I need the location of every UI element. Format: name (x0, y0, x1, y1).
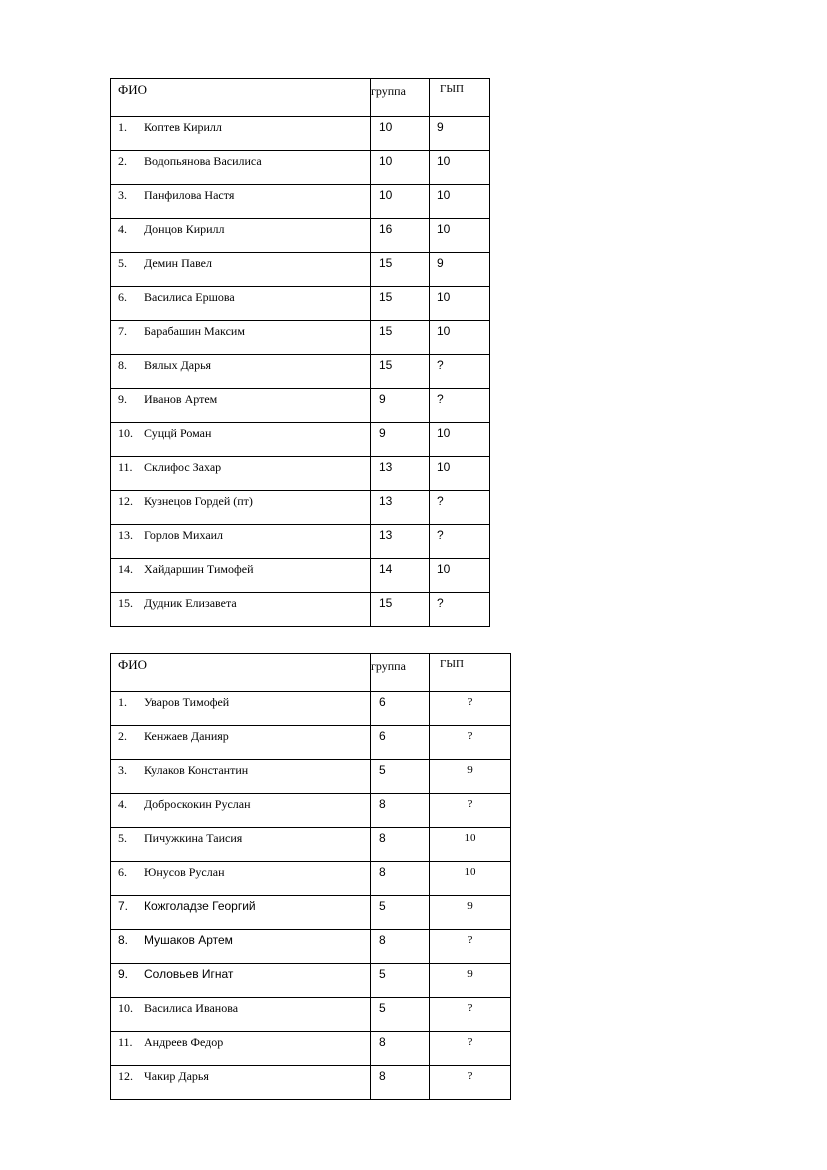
group-cell: 8 (371, 1066, 430, 1100)
student-cell (111, 1066, 371, 1100)
table-row (111, 355, 490, 389)
gyp-cell: ? (430, 998, 511, 1032)
group-cell: 9 (371, 389, 430, 423)
students-table-2 (110, 653, 511, 1100)
student-cell (111, 151, 371, 185)
gyp-cell: 10 (430, 287, 490, 321)
student-cell (111, 964, 371, 998)
gyp-cell: ? (430, 389, 490, 423)
student-cell (111, 794, 371, 828)
row-number: 7. (118, 899, 129, 913)
gyp-cell: ? (430, 726, 511, 760)
student-cell (111, 491, 371, 525)
group-cell: 8 (371, 794, 430, 828)
student-name: Панфилова Настя (144, 188, 235, 202)
table-row (111, 794, 511, 828)
student-name: Пичужкина Таисия (144, 831, 243, 845)
student-name: Кулаков Константин (144, 763, 249, 777)
row-number: 13. (118, 528, 133, 542)
table-row (111, 185, 490, 219)
group-cell: 8 (371, 828, 430, 862)
group-cell: 13 (371, 491, 430, 525)
group-cell: 14 (371, 559, 430, 593)
group-cell: 15 (371, 253, 430, 287)
table-row (111, 287, 490, 321)
student-name: Соловьев Игнат (144, 967, 234, 981)
student-name: Василиса Иванова (144, 1001, 239, 1015)
student-name: Кожголадзе Георгий (144, 899, 256, 913)
table-row (111, 491, 490, 525)
student-name: Коптев Кирилл (144, 120, 222, 134)
student-cell (111, 862, 371, 896)
table-header-row (111, 79, 490, 117)
student-name: Водопьянова Василиса (144, 154, 262, 168)
row-number: 11. (118, 1035, 133, 1049)
header-gyp: ГЫП (430, 79, 490, 117)
student-name: Склифос Захар (144, 460, 222, 474)
student-cell (111, 355, 371, 389)
group-cell: 5 (371, 998, 430, 1032)
student-cell (111, 321, 371, 355)
student-cell (111, 423, 371, 457)
gyp-cell: 9 (430, 964, 511, 998)
student-name: Юнусов Руслан (144, 865, 225, 879)
student-cell (111, 828, 371, 862)
table-row (111, 1032, 511, 1066)
group-cell: 5 (371, 964, 430, 998)
table-row (111, 896, 511, 930)
row-number: 9. (118, 967, 129, 981)
table-row (111, 964, 511, 998)
gyp-cell: 10 (430, 219, 490, 253)
table-row (111, 862, 511, 896)
student-cell (111, 896, 371, 930)
student-cell (111, 1032, 371, 1066)
group-cell: 16 (371, 219, 430, 253)
gyp-cell: 9 (430, 117, 490, 151)
row-number: 4. (118, 222, 127, 236)
gyp-cell: 10 (430, 321, 490, 355)
gyp-cell: ? (430, 1066, 511, 1100)
student-cell (111, 185, 371, 219)
gyp-cell: 10 (430, 185, 490, 219)
group-cell: 8 (371, 862, 430, 896)
table-row (111, 389, 490, 423)
table-row (111, 1066, 511, 1100)
student-name: Уваров Тимофей (144, 695, 230, 709)
row-number: 2. (118, 729, 127, 743)
group-cell: 5 (371, 896, 430, 930)
student-name: Мушаков Артем (144, 933, 233, 947)
student-name: Доброскокин Руслан (144, 797, 251, 811)
group-cell: 15 (371, 355, 430, 389)
header-group: группа (371, 654, 430, 692)
group-cell: 10 (371, 117, 430, 151)
gyp-cell: ? (430, 1032, 511, 1066)
group-cell: 10 (371, 151, 430, 185)
table-row (111, 726, 511, 760)
gyp-cell: 9 (430, 760, 511, 794)
student-cell (111, 287, 371, 321)
student-name: Дудник Елизавета (144, 596, 237, 610)
student-name: Горлов Михаил (144, 528, 224, 542)
gyp-cell: 10 (430, 423, 490, 457)
table-row (111, 219, 490, 253)
student-name: Чакир Дарья (144, 1069, 209, 1083)
row-number: 8. (118, 358, 127, 372)
row-number: 12. (118, 494, 133, 508)
student-cell (111, 219, 371, 253)
table-row (111, 828, 511, 862)
student-cell (111, 998, 371, 1032)
student-name: Кузнецов Гордей (пт) (144, 494, 253, 508)
student-name: Андреев Федор (144, 1035, 224, 1049)
student-cell (111, 457, 371, 491)
row-number: 5. (118, 256, 127, 270)
gyp-cell: ? (430, 593, 490, 627)
group-cell: 6 (371, 692, 430, 726)
table-row (111, 998, 511, 1032)
gyp-cell: 10 (430, 828, 511, 862)
gyp-cell: 10 (430, 151, 490, 185)
row-number: 10. (118, 426, 133, 440)
table-row (111, 253, 490, 287)
gyp-cell: 10 (430, 457, 490, 491)
group-cell: 10 (371, 185, 430, 219)
row-number: 3. (118, 188, 127, 202)
student-name: Демин Павел (144, 256, 212, 270)
student-name: Иванов Артем (144, 392, 218, 406)
table-row (111, 321, 490, 355)
table-row (111, 559, 490, 593)
gyp-cell: 9 (430, 253, 490, 287)
row-number: 6. (118, 865, 127, 879)
row-number: 5. (118, 831, 127, 845)
group-cell: 15 (371, 287, 430, 321)
gyp-cell: ? (430, 794, 511, 828)
row-number: 9. (118, 392, 127, 406)
student-name: Василиса Ершова (144, 290, 235, 304)
student-name: Хайдаршин Тимофей (144, 562, 254, 576)
student-cell (111, 692, 371, 726)
group-cell: 13 (371, 457, 430, 491)
student-cell (111, 930, 371, 964)
student-name: Кенжаев Данияр (144, 729, 229, 743)
table-row (111, 423, 490, 457)
row-number: 1. (118, 120, 127, 134)
student-cell (111, 389, 371, 423)
table-row (111, 930, 511, 964)
group-cell: 8 (371, 1032, 430, 1066)
gyp-cell: ? (430, 692, 511, 726)
header-gyp: ГЫП (430, 654, 511, 692)
group-cell: 6 (371, 726, 430, 760)
gyp-cell: 10 (430, 862, 511, 896)
row-number: 10. (118, 1001, 133, 1015)
gyp-cell: 9 (430, 896, 511, 930)
header-fio: ФИО (111, 79, 371, 117)
gyp-cell: ? (430, 930, 511, 964)
student-cell (111, 253, 371, 287)
student-name: Барабашин Максим (144, 324, 245, 338)
student-name: Суццй Роман (144, 426, 212, 440)
gyp-cell: 10 (430, 559, 490, 593)
student-cell (111, 559, 371, 593)
student-cell (111, 117, 371, 151)
table-row (111, 525, 490, 559)
student-cell (111, 726, 371, 760)
row-number: 14. (118, 562, 133, 576)
row-number: 2. (118, 154, 127, 168)
group-cell: 9 (371, 423, 430, 457)
group-cell: 15 (371, 321, 430, 355)
row-number: 7. (118, 324, 127, 338)
student-cell (111, 760, 371, 794)
row-number: 4. (118, 797, 127, 811)
header-group: группа (371, 79, 430, 117)
gyp-cell: ? (430, 525, 490, 559)
table-row (111, 692, 511, 726)
table-row (111, 117, 490, 151)
group-cell: 13 (371, 525, 430, 559)
group-cell: 5 (371, 760, 430, 794)
row-number: 1. (118, 695, 127, 709)
row-number: 6. (118, 290, 127, 304)
students-table-1 (110, 78, 490, 627)
group-cell: 15 (371, 593, 430, 627)
gyp-cell: ? (430, 355, 490, 389)
table-header-row (111, 654, 511, 692)
table-row (111, 593, 490, 627)
table-row (111, 151, 490, 185)
row-number: 3. (118, 763, 127, 777)
table-row (111, 760, 511, 794)
student-cell (111, 525, 371, 559)
header-fio: ФИО (111, 654, 371, 692)
row-number: 11. (118, 460, 133, 474)
gyp-cell: ? (430, 491, 490, 525)
student-name: Донцов Кирилл (144, 222, 225, 236)
row-number: 8. (118, 933, 129, 947)
row-number: 15. (118, 596, 133, 610)
student-cell (111, 593, 371, 627)
student-name: Вялых Дарья (144, 358, 212, 372)
group-cell: 8 (371, 930, 430, 964)
table-row (111, 457, 490, 491)
row-number: 12. (118, 1069, 133, 1083)
